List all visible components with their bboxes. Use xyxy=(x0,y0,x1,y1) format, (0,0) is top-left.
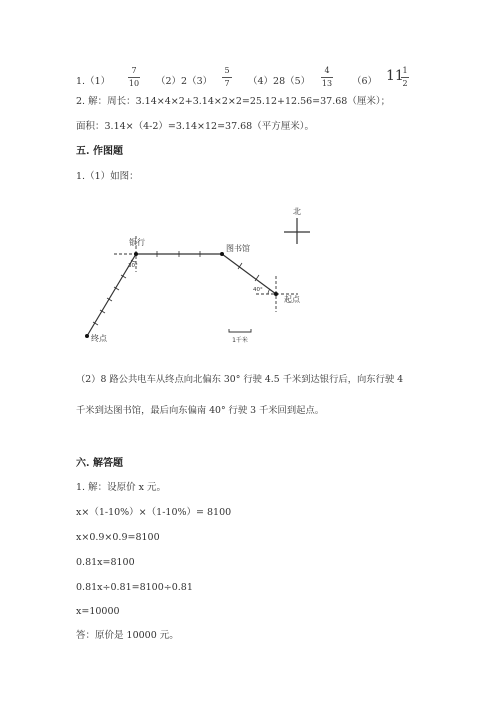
fraction-numerator: 5 xyxy=(224,66,230,75)
answer-2-area: 面积：3.14×（4-2）=3.14×12=37.68（平方厘米）。 xyxy=(76,121,314,132)
bank-label: 银行 xyxy=(129,238,145,247)
drawing-answer-label: 1.（1）如图： xyxy=(76,171,139,182)
answer-1-prefix: 1.（1） xyxy=(76,76,111,87)
solution-step-3: x×0.9×0.9=8100 xyxy=(76,532,160,543)
route-description-line-1: （2）8 路公共电车从终点向北偏东 30° 行驶 4.5 千米到达银行后，向东行驶 4 xyxy=(76,374,404,385)
answer-6-prefix: （6） xyxy=(352,76,378,87)
solution-step-6: x=10000 xyxy=(76,606,120,617)
library-label: 图书馆 xyxy=(226,244,250,253)
route-library-to-start-ticks xyxy=(238,263,259,281)
fraction-numerator: 1 xyxy=(402,66,408,75)
bank-point-marker xyxy=(134,252,138,256)
section-5-title: 五. 作图题 xyxy=(76,146,123,157)
answer-4-5-prefix: （4）28（5） xyxy=(248,76,311,87)
north-label: 北 xyxy=(293,207,301,216)
start-label: 起点 xyxy=(284,295,300,304)
answer-2-3-prefix: （2）2（3） xyxy=(156,76,213,87)
bank-angle-label: 30° xyxy=(128,263,138,269)
solution-step-1: 1. 解：设原价 x 元。 xyxy=(76,482,166,493)
scale-label: 1千米 xyxy=(232,337,248,344)
fraction-denominator: 2 xyxy=(402,79,408,88)
end-label: 终点 xyxy=(91,334,107,343)
route-library-to-start xyxy=(222,254,276,294)
start-angle-label: 40° xyxy=(253,287,263,293)
library-point-marker xyxy=(220,252,224,256)
fraction-numerator: 7 xyxy=(131,66,137,75)
answer-2-perimeter: 2. 解：周长：3.14×4×2+3.14×2×2=25.12+12.56=37.68（厘米）； xyxy=(76,96,391,107)
solution-step-4: 0.81x=8100 xyxy=(76,557,135,568)
mixed-number-whole: 11 xyxy=(386,68,404,84)
scale-bar xyxy=(229,329,251,332)
fraction-denominator: 7 xyxy=(224,79,230,88)
solution-step-5: 0.81x÷0.81=8100÷0.81 xyxy=(76,582,193,593)
solution-answer: 答：原价是 10000 元。 xyxy=(76,630,179,641)
start-angle-arc xyxy=(268,289,270,294)
route-description-line-2: 千米到达图书馆，最后向东偏南 40° 行驶 3 千米回到起点。 xyxy=(76,405,325,416)
fraction-denominator: 10 xyxy=(128,79,140,88)
section-6-title: 六. 解答题 xyxy=(76,458,123,469)
compass-icon xyxy=(284,218,310,244)
fraction-denominator: 13 xyxy=(321,79,333,88)
start-point-marker xyxy=(274,292,278,296)
end-point-marker xyxy=(85,334,89,338)
fraction-numerator: 4 xyxy=(324,66,330,75)
solution-step-2: x×（1-10%）×（1-10%）= 8100 xyxy=(76,507,232,518)
